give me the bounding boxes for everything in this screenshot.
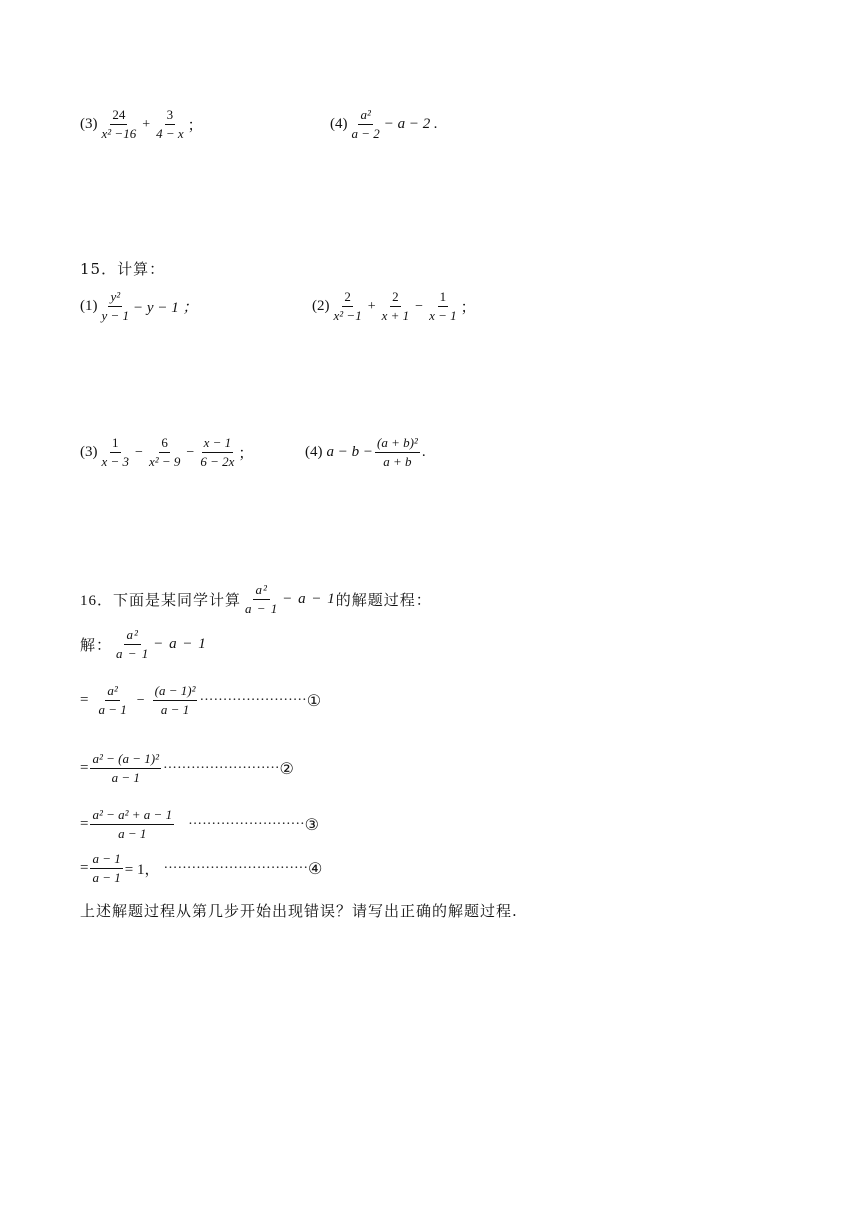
q16-title [80, 583, 432, 616]
denominator: x − 1 [429, 308, 457, 323]
expression-tail: = 1， [124, 862, 160, 878]
solution-step-1 [80, 684, 321, 717]
fraction [96, 684, 128, 717]
denominator: a − 1 [245, 601, 279, 616]
denominator: a − 1 [116, 646, 150, 661]
step-marker: ③ [304, 816, 319, 834]
fraction [350, 108, 382, 141]
denominator: x − 3 [101, 454, 130, 469]
numerator: (a + b)² [375, 436, 420, 453]
fraction [90, 752, 161, 785]
operator: − [136, 692, 145, 708]
numerator: 2 [390, 290, 401, 307]
leader-dots: ······························· [163, 860, 308, 876]
q14-item-3 [80, 108, 203, 141]
equals-sign: = [80, 692, 89, 708]
denominator: x² −1 [333, 308, 362, 323]
solution-step-4 [80, 852, 322, 885]
equals-sign: = [80, 860, 89, 876]
solution-step-3 [80, 808, 319, 841]
fraction [380, 290, 412, 323]
numerator: a − 1 [90, 852, 122, 869]
leader-dots: ························· [188, 816, 305, 832]
expression-tail: − a − 1 [153, 636, 207, 652]
item-label: (3) [80, 116, 98, 132]
denominator: x² − 9 [148, 454, 181, 469]
numerator: 6 [159, 436, 170, 453]
numerator: a² − a² + a − 1 [90, 808, 174, 825]
fraction [100, 436, 132, 469]
step-marker: ④ [308, 860, 323, 878]
q15-item-4 [305, 436, 426, 469]
q16-question: 上述解题过程从第几步开始出现错误？请写出正确的解题过程. [80, 902, 518, 920]
denominator: a − 2 [351, 126, 380, 141]
fraction [90, 808, 174, 841]
expression-lead: a − b − [326, 444, 373, 460]
equals-sign: = [80, 816, 89, 832]
denominator: x² −16 [101, 126, 137, 141]
expression-tail: − y − 1 ； [133, 300, 198, 316]
numerator: x − 1 [202, 436, 234, 453]
fraction [100, 290, 132, 323]
item-label: (4) [330, 116, 348, 132]
denominator: a + b [383, 454, 412, 469]
expression-tail: − a − 2 . [383, 116, 438, 132]
solution-start [80, 628, 207, 661]
item-label: (1) [80, 298, 98, 314]
numerator: a² [124, 628, 140, 645]
denominator: a − 1 [98, 702, 127, 717]
equals-sign: = [80, 760, 89, 776]
q15-item-3 [80, 436, 253, 469]
punctuation: ； [460, 300, 476, 316]
fraction [114, 628, 151, 661]
fraction [243, 583, 280, 616]
fraction [375, 436, 420, 469]
numerator: 24 [110, 108, 127, 125]
numerator: (a − 1)² [153, 684, 198, 701]
numerator: 1 [438, 290, 449, 307]
fraction [154, 108, 186, 141]
item-label: (2) [312, 298, 330, 314]
q15-item-1 [80, 290, 197, 323]
numerator: a² [105, 684, 119, 701]
operator: + [367, 298, 376, 314]
fraction [147, 436, 182, 469]
fraction [100, 108, 139, 141]
operator: − [415, 298, 424, 314]
numerator: 3 [165, 108, 176, 125]
operator: − [135, 444, 143, 460]
title-text: 的解题过程： [335, 593, 432, 609]
item-label: (3) [80, 444, 98, 460]
leader-dots: ························· [162, 760, 280, 776]
denominator: 4 − x [156, 126, 184, 141]
leader-dots: ······················· [199, 692, 307, 708]
punctuation: . [421, 444, 426, 460]
numerator: 1 [110, 436, 121, 453]
denominator: a − 1 [92, 870, 121, 885]
denominator: y − 1 [101, 308, 130, 323]
denominator: x + 1 [381, 308, 410, 323]
expression-tail: − a − 1 [282, 591, 336, 607]
title-text: 16．下面是某同学计算 [80, 593, 242, 609]
step-marker: ② [279, 760, 294, 778]
item-label: (4) [305, 444, 323, 460]
fraction [90, 852, 122, 885]
q14-item-4 [330, 108, 438, 141]
fraction [427, 290, 459, 323]
denominator: a − 1 [111, 770, 140, 785]
numerator: a² [358, 108, 372, 125]
solution-label: 解： [80, 638, 113, 654]
punctuation: ； [238, 446, 254, 462]
denominator: a − 1 [160, 702, 190, 717]
q15-item-2 [312, 290, 476, 323]
fraction [153, 684, 198, 717]
numerator: a² − (a − 1)² [90, 752, 161, 769]
numerator: a² [253, 583, 269, 600]
denominator: a − 1 [118, 826, 147, 841]
operator: − [186, 444, 195, 460]
fraction [198, 436, 236, 469]
operator: + [142, 116, 151, 132]
denominator: 6 − 2x [200, 454, 235, 469]
step-marker: ① [306, 692, 322, 710]
solution-step-2 [80, 752, 294, 785]
q15-title: 15．计算： [80, 260, 166, 278]
punctuation: ； [187, 118, 203, 134]
numerator: 2 [342, 290, 353, 307]
numerator: y² [108, 290, 122, 307]
fraction [332, 290, 364, 323]
